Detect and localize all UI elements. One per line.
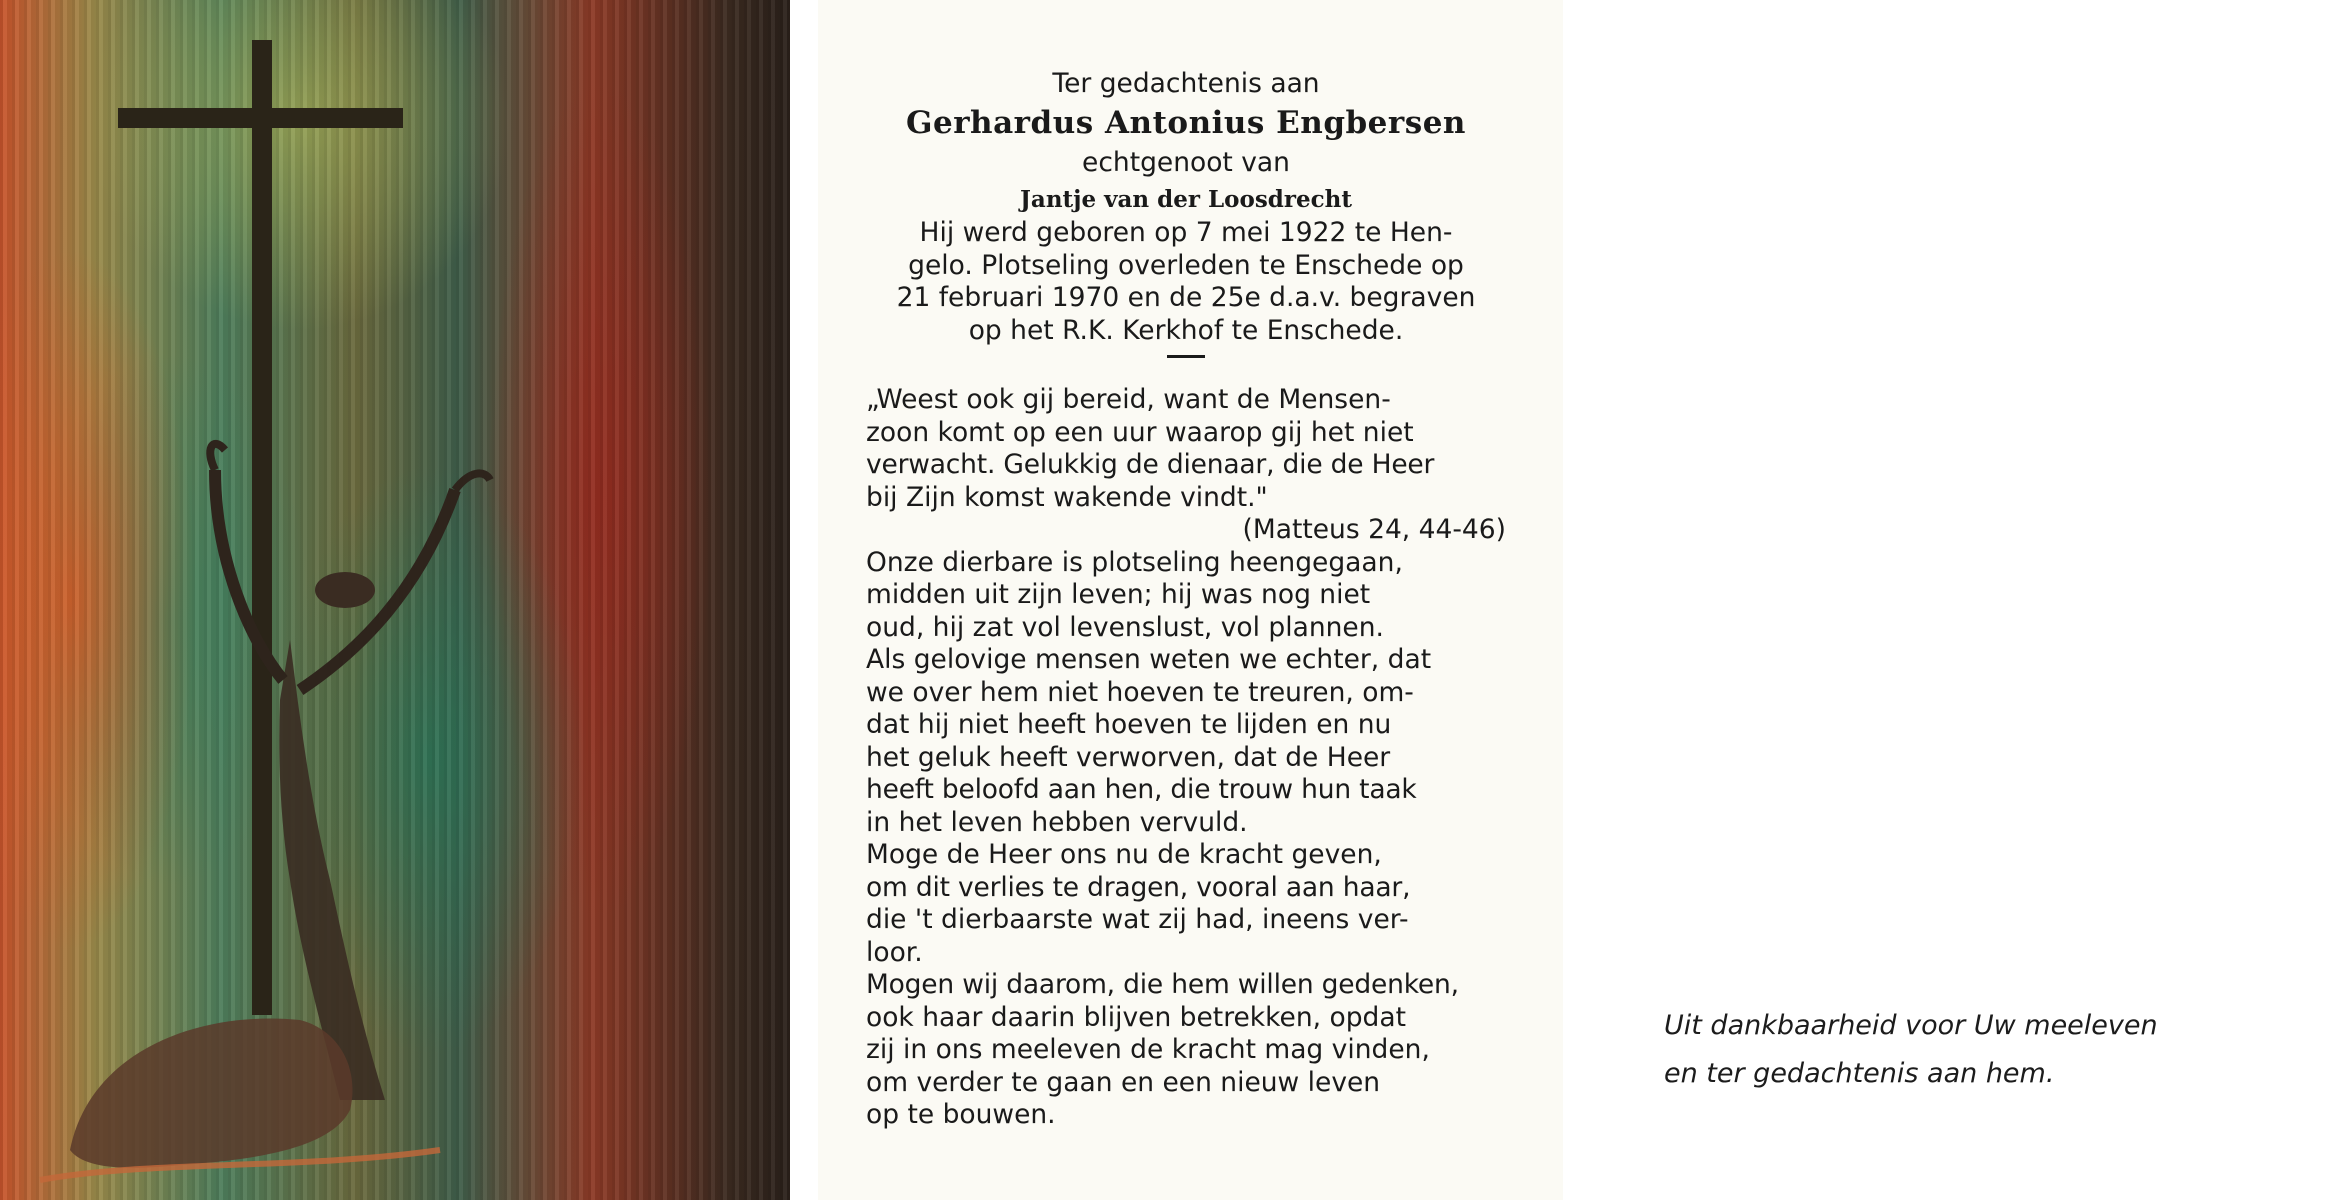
bio-line: op het R.K. Kerkhof te Enschede. xyxy=(968,314,1404,346)
memorial-card xyxy=(818,0,1563,1200)
body-line: die 't dierbaarste wat zij had, ineens ver- xyxy=(866,904,1409,935)
figure-head xyxy=(315,572,375,608)
section-divider xyxy=(1167,355,1205,358)
body-line: we over hem niet hoeven te treuren, om- xyxy=(866,676,1414,708)
relation-line: echtgenoot van xyxy=(1082,146,1290,178)
body-line: heeft beloofd aan hen, die trouw hun taak xyxy=(866,774,1417,805)
memorial-painting xyxy=(0,0,790,1200)
biography-paragraph xyxy=(866,217,1506,347)
memorial-text xyxy=(866,68,1506,1132)
body-paragraph xyxy=(866,547,1506,1132)
body-line: Mogen wij daarom, die hem willen gedenken, xyxy=(866,969,1459,1000)
thanks-note xyxy=(1664,1002,2264,1098)
bio-line: 21 februari 1970 en de 25e d.a.v. begraven xyxy=(896,282,1476,313)
body-line: om dit verlies te dragen, vooral aan haar, xyxy=(866,871,1411,903)
scripture-quote xyxy=(866,384,1506,547)
body-line: loor. xyxy=(866,936,923,968)
body-line: midden uit zijn leven; hij was nog niet xyxy=(866,579,1371,610)
intro-line: Ter gedachtenis aan xyxy=(1052,68,1320,99)
body-line: Moge de Heer ons nu de kracht geven, xyxy=(866,839,1382,870)
cross-vertical-beam xyxy=(252,40,272,1015)
quote-line: zoon komt op een uur waarop gij het niet xyxy=(866,416,1414,448)
bio-line: Hij werd geboren op 7 mei 1922 te Hen- xyxy=(919,217,1453,248)
body-line: dat hij niet heeft hoeven te lijden en nu xyxy=(866,709,1392,740)
quote-line: verwacht. Gelukkig de dienaar, die de Heer xyxy=(866,449,1435,480)
figure-left-arm xyxy=(215,470,283,680)
thanks-line-2: en ter gedachtenis aan hem. xyxy=(1664,1058,2055,1089)
cross-and-figure-illustration xyxy=(0,0,790,1200)
body-line: op te bouwen. xyxy=(866,1099,1056,1130)
cross-horizontal-beam xyxy=(118,108,403,128)
body-line: om verder te gaan en een nieuw leven xyxy=(866,1066,1381,1098)
kneeling-figure xyxy=(70,1019,353,1168)
body-line: in het leven hebben vervuld. xyxy=(866,806,1248,838)
body-line: ook haar daarin blijven betrekken, opdat xyxy=(866,1001,1406,1033)
quote-line: „Weest ook gij bereid, want de Mensen- xyxy=(866,384,1391,415)
bio-line: gelo. Plotseling overleden te Enschede op xyxy=(908,249,1464,281)
spouse-name: Jantje van der Loosdrecht xyxy=(1020,186,1352,213)
deceased-name: Gerhardus Antonius Engbersen xyxy=(906,104,1466,141)
quote-line: bij Zijn komst wakende vindt." xyxy=(866,481,1268,513)
quote-reference: (Matteus 24, 44-46) xyxy=(1242,514,1506,545)
body-line: oud, hij zat vol levenslust, vol plannen. xyxy=(866,611,1384,643)
body-line: Als gelovige mensen weten we echter, dat xyxy=(866,644,1432,675)
thanks-line-1: Uit dankbaarheid voor Uw meeleven xyxy=(1664,1010,2158,1041)
figure-left-hand xyxy=(210,444,225,470)
body-line: Onze dierbare is plotseling heengegaan, xyxy=(866,546,1403,578)
figure-right-hand xyxy=(455,473,490,490)
body-line: het geluk heeft verworven, dat de Heer xyxy=(866,741,1391,773)
body-line: zij in ons meeleven de kracht mag vinden, xyxy=(866,1034,1430,1065)
